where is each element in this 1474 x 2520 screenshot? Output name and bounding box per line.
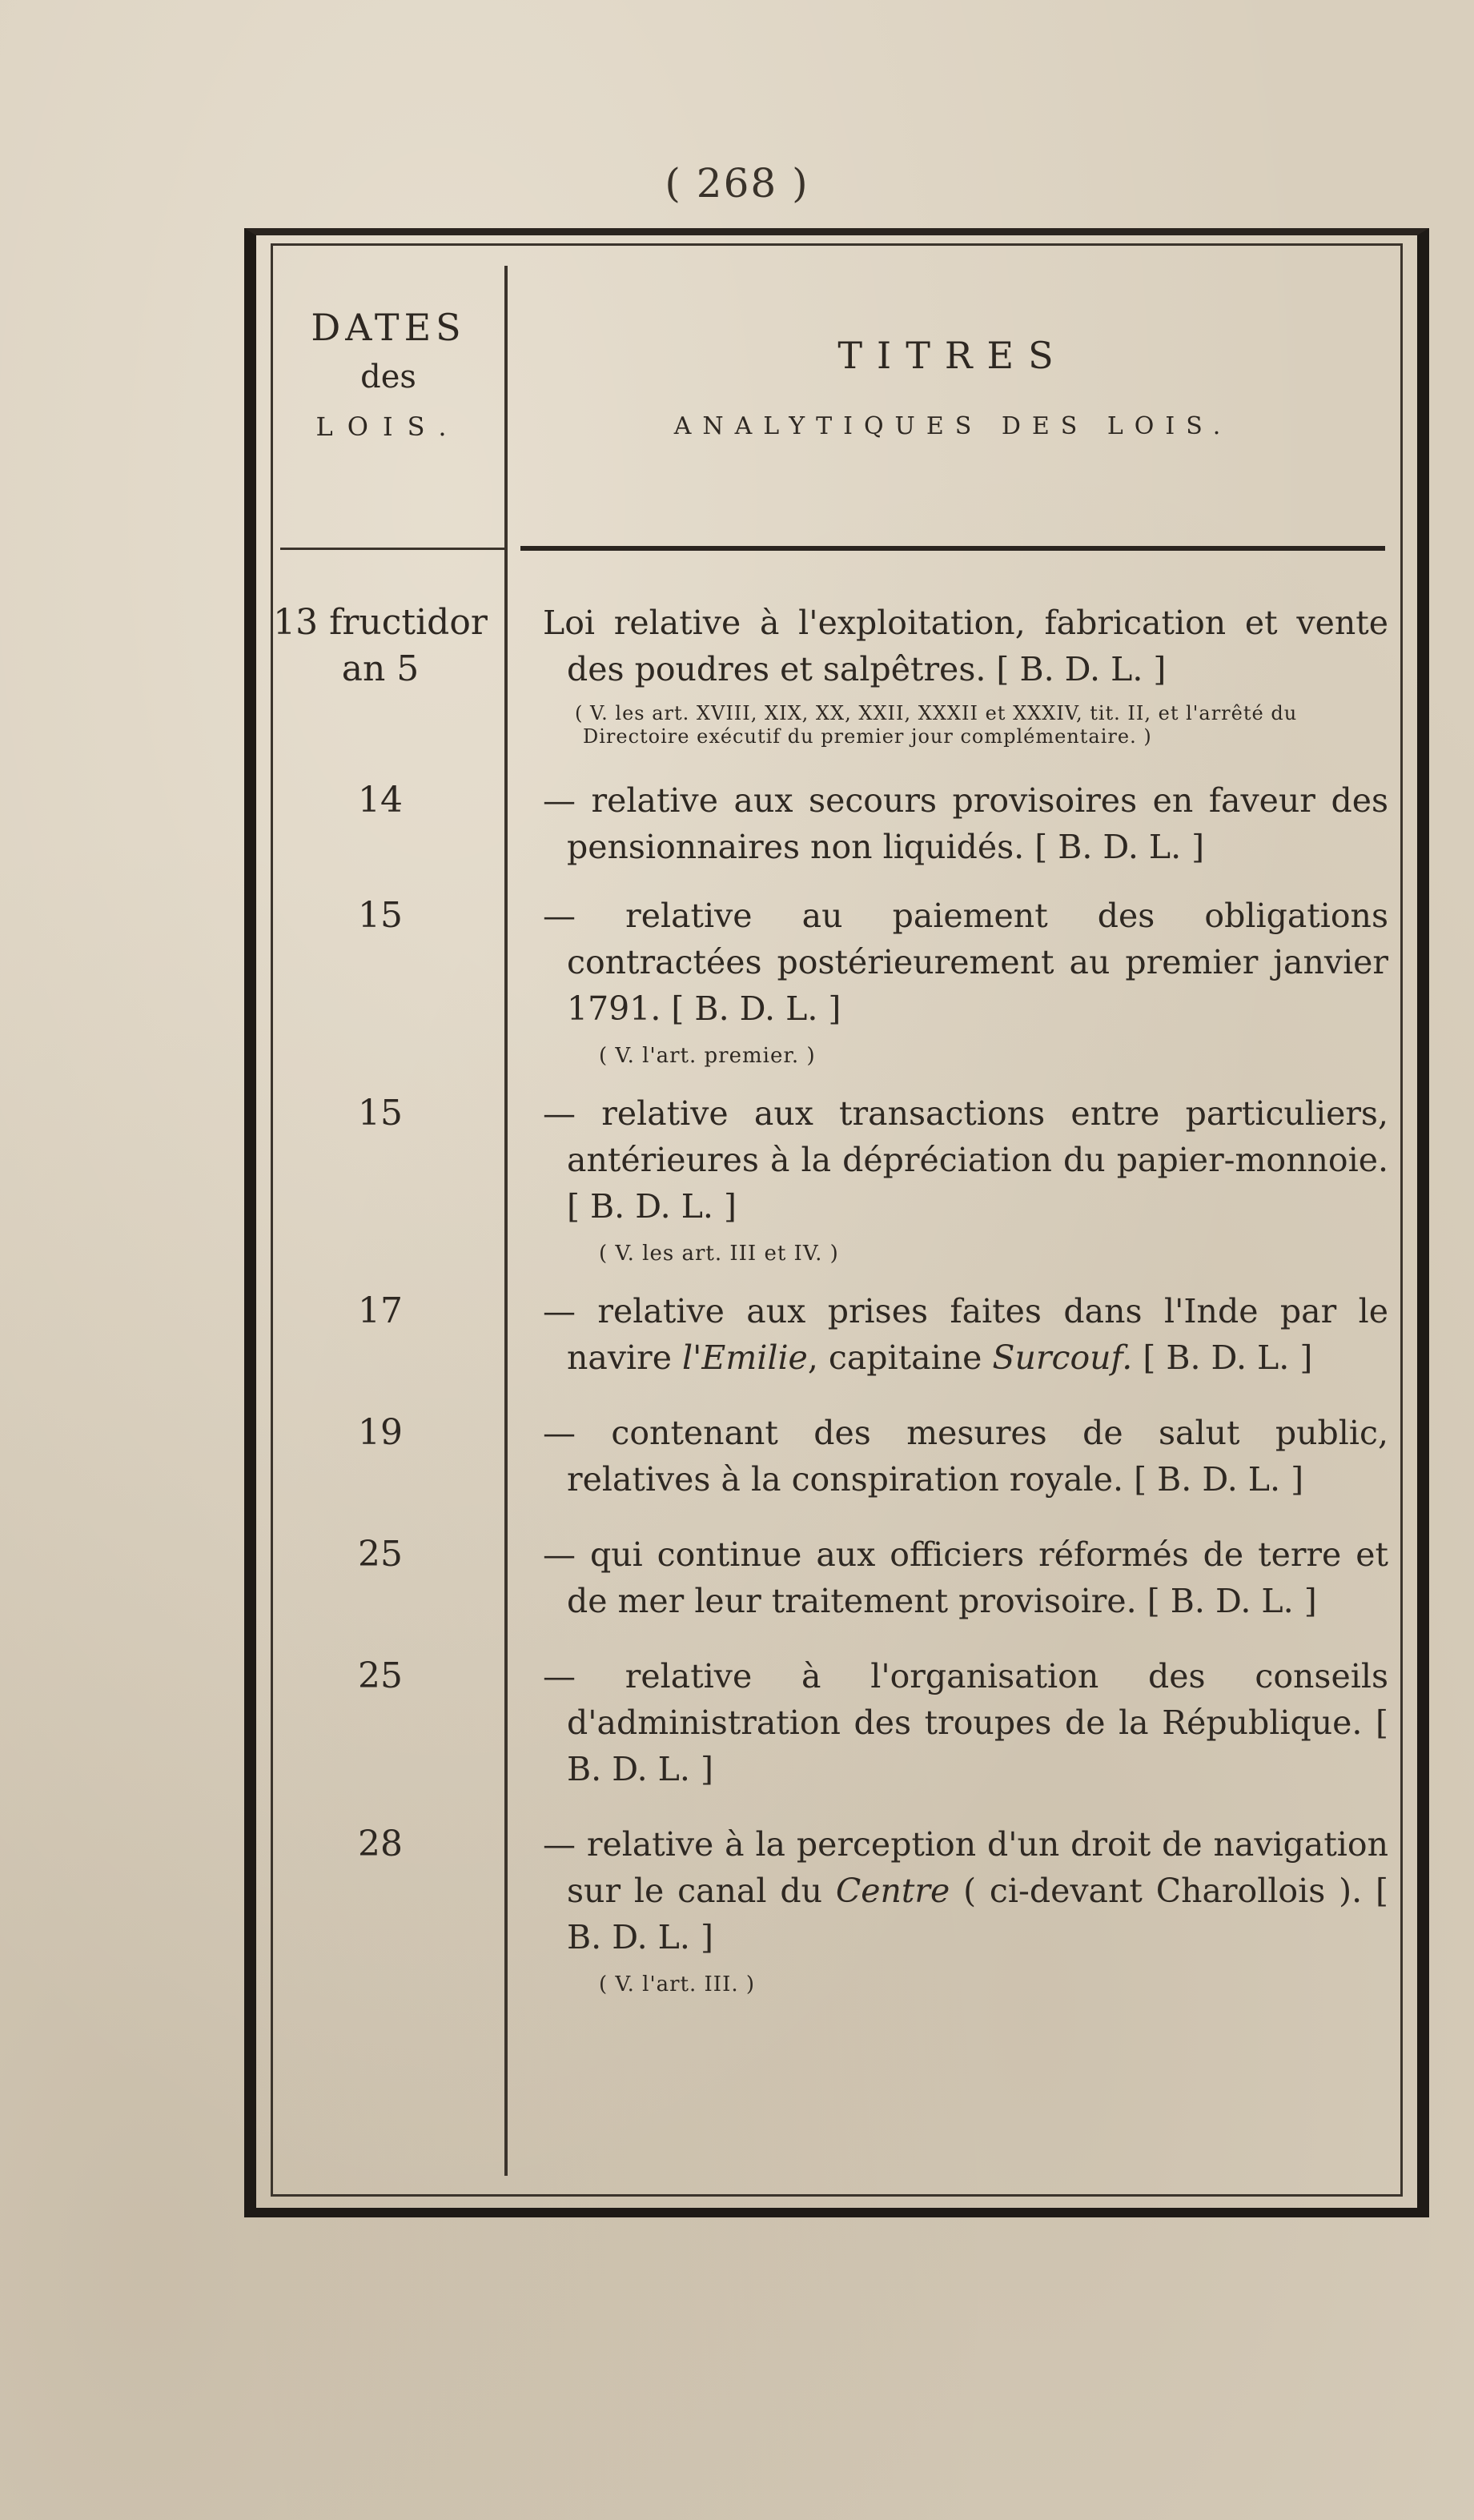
law-entries — [256, 600, 1417, 1996]
law-date — [256, 600, 504, 748]
law-body — [504, 777, 1417, 870]
law-body — [504, 1821, 1417, 1996]
law-title-part: ( ci-devant Charollois ). [ B. D. L. ] — [567, 1872, 1388, 1956]
captain-name: Surcouf. — [992, 1338, 1133, 1377]
law-date-day: 13 fructidor — [273, 602, 488, 643]
law-body — [504, 1410, 1417, 1503]
law-date: 17 — [358, 1290, 403, 1331]
dates-title: DATES — [311, 306, 466, 349]
titres-title: TITRES — [837, 334, 1068, 377]
law-title: Loi relative à l'exploitation, fabrication et vente des poudres et salpêtres. [ B. D. L. ] — [543, 604, 1388, 688]
dates-des: des — [360, 359, 416, 395]
dates-lois: LOIS. — [315, 411, 461, 442]
law-body — [504, 1288, 1417, 1381]
law-entry — [256, 600, 1417, 748]
header-rule-right — [520, 546, 1385, 551]
law-date: 14 — [358, 780, 403, 821]
law-date: 25 — [358, 1534, 403, 1575]
analytiques-title: ANALYTIQUES DES LOIS. — [673, 412, 1232, 440]
law-title-part: — relative à la perception d'un droit de navigation sur le canal du — [543, 1825, 1388, 1910]
canal-name: Centre — [835, 1872, 950, 1910]
law-date: 28 — [358, 1824, 403, 1864]
law-title-part: , capitaine — [807, 1338, 993, 1377]
law-entry — [256, 777, 1417, 870]
ship-name: l'Emilie — [682, 1338, 808, 1377]
dates-header — [272, 303, 504, 451]
law-entry — [256, 1531, 1417, 1624]
law-note: ( V. l'art. premier. ) — [599, 1044, 816, 1068]
law-title — [543, 1288, 1388, 1381]
law-entry — [256, 1653, 1417, 1792]
law-title: — relative aux secours provisoires en faveur des pensionnaires non liquidés. [ B. D. L. ] — [543, 781, 1388, 866]
law-title — [543, 1821, 1388, 1960]
law-title-part: [ B. D. L. ] — [1132, 1338, 1313, 1377]
law-body — [504, 600, 1417, 748]
law-date: 19 — [358, 1412, 403, 1453]
law-title: — qui continue aux officiers réformés de terre et de mer leur traitement provisoire. [ B. D. L. ] — [543, 1535, 1388, 1620]
law-title-part: — relative aux prises faites dans l'Inde par le navire — [543, 1292, 1388, 1377]
law-body — [504, 1653, 1417, 1792]
law-date: 25 — [358, 1655, 403, 1696]
law-date-year: an 5 — [341, 648, 420, 689]
titles-header — [520, 323, 1385, 455]
law-title: — relative aux transactions entre particuliers, antérieures à la dépréciation du papier-monnoie. [ B. D. L. ] — [543, 1094, 1388, 1226]
law-entry — [256, 1288, 1417, 1381]
law-title: — relative au paiement des obligations contractées postérieurement au premier janvier 1791. [ B. D. L. ] — [543, 897, 1388, 1028]
law-entry — [256, 1821, 1417, 1996]
law-note: ( V. les art. III et IV. ) — [599, 1242, 839, 1266]
header-rule-left — [280, 548, 506, 550]
law-entry — [256, 893, 1417, 1068]
law-note: ( V. l'art. III. ) — [599, 1972, 756, 1996]
law-date: 15 — [358, 1093, 403, 1134]
law-body — [504, 893, 1417, 1068]
law-body — [504, 1090, 1417, 1266]
law-body — [504, 1531, 1417, 1624]
law-date: 15 — [358, 895, 403, 936]
table-frame — [244, 228, 1429, 2217]
law-note: ( V. les art. XVIII, XIX, XX, XXII, XXXII et XXXIV, tit. II, et l'arrêté du Directoire exécutif du premier jour complémentaire. ) — [575, 702, 1298, 748]
law-title: — relative à l'organisation des conseils d'administration des troupes de la République. [ B. D. L. ] — [543, 1657, 1388, 1788]
law-title: — contenant des mesures de salut public, relatives à la conspiration royale. [ B. D. L. ] — [543, 1414, 1388, 1499]
law-entry — [256, 1410, 1417, 1503]
page-number: ( 268 ) — [665, 160, 809, 207]
law-entry — [256, 1090, 1417, 1266]
